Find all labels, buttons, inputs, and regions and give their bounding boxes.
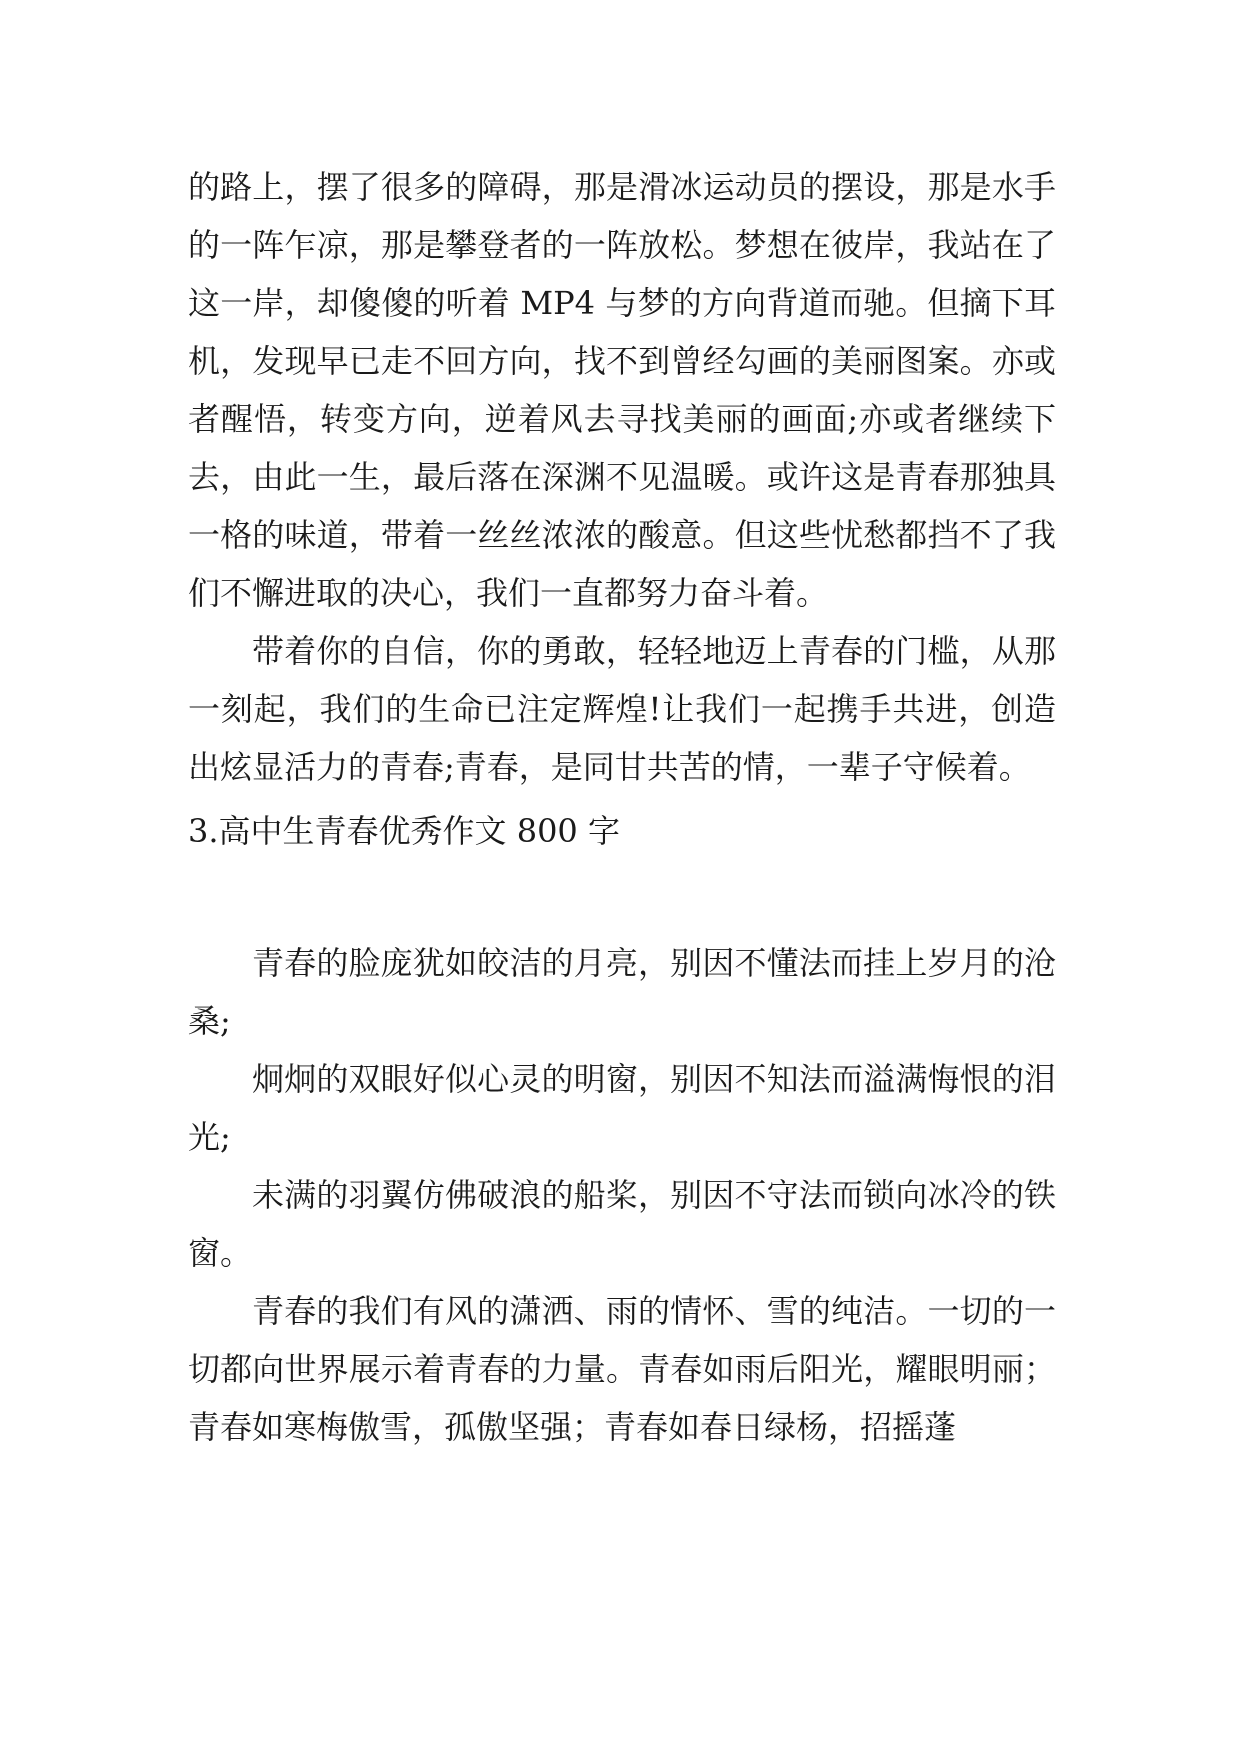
paragraph-wings: 未满的羽翼仿佛破浪的船桨，别因不守法而锁向冰冷的铁窗。 <box>188 1176 1056 1272</box>
paragraph-face: 青春的脸庞犹如皎洁的月亮，别因不懂法而挂上岁月的沧桑; <box>188 944 1056 1040</box>
continued-paragraph: 的路上，摆了很多的障碍，那是滑冰运动员的摆设，那是水手的一阵乍凉，那是攀登者的一阵放松。梦想在彼岸，我站在了这一岸，却傻傻的听着 MP4 与梦的方向背道而驰。但摘下耳机，发现早已走不回方向，找不到曾经勾画的美丽图案。亦或者醒悟，转变方向，逆着风去寻找美丽的画面;亦或者继续下去，由此一生，最后落在深渊不见温暖。或许这是青春那独具一格的味道，带着一丝丝浓浓的酸意。但这些忧愁都挡不了我们不懈进取的决心，我们一直都努力奋斗着。 <box>188 168 1056 612</box>
section-heading: 3.高中生青春优秀作文 800 字 <box>188 812 620 850</box>
essay-body-section-3 <box>188 934 1056 1456</box>
essay-body-top <box>188 158 1056 796</box>
paragraph-eyes: 炯炯的双眼好似心灵的明窗，别因不知法而溢满悔恨的泪光; <box>188 1060 1056 1156</box>
paragraph-youth-power: 青春的我们有风的潇洒、雨的情怀、雪的纯洁。一切的一切都向世界展示着青春的力量。青春如雨后阳光，耀眼明丽；青春如寒梅傲雪，孤傲坚强；青春如春日绿杨，招摇蓬 <box>188 1292 1056 1446</box>
paragraph-confidence: 带着你的自信，你的勇敢，轻轻地迈上青春的门槛，从那一刻起，我们的生命已注定辉煌!让我们一起携手共进，创造出炫显活力的青春;青春，是同甘共苦的情，一辈子守候着。 <box>188 632 1056 786</box>
